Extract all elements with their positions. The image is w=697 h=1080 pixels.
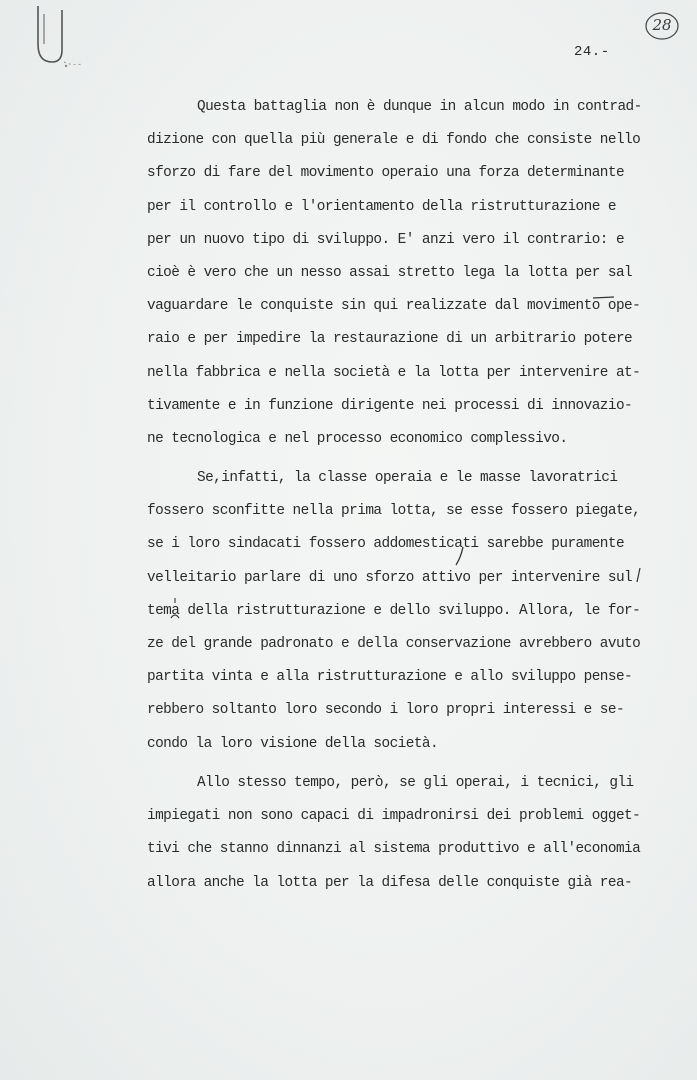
text-line: impiegati non sono capaci di impadronirsi dei problemi ogget- xyxy=(147,808,641,825)
paper-clip-mark xyxy=(30,4,110,74)
text-line: dizione con quella più generale e di fondo che consiste nello xyxy=(147,132,641,149)
text-line: sforzo di fare del movimento operaio una forza determinante xyxy=(147,165,625,182)
text-line: tivi che stanno dinnanzi al sistema produttivo e all'economia xyxy=(147,841,641,858)
text-line: tema della ristrutturazione e dello sviluppo. Allora, le for- xyxy=(147,602,641,619)
text-line: per un nuovo tipo di sviluppo. E' anzi vero il contrario: e xyxy=(147,231,625,248)
text-line: condo la loro visione della società. xyxy=(147,735,439,752)
text-line: vaguardare le conquiste sin qui realizzate dal movimento ope- xyxy=(147,298,641,315)
text-line: cioè è vero che un nesso assai stretto lega la lotta per sal xyxy=(147,264,633,281)
text-line: per il controllo e l'orientamento della ristrutturazione e xyxy=(147,198,616,215)
text-line: nella fabbrica e nella società e la lotta per intervenire at- xyxy=(147,364,641,381)
text-line: raio e per impedire la restaurazione di un arbitrario potere xyxy=(147,331,633,348)
text-line: Questa battaglia non è dunque in alcun modo in contrad- xyxy=(197,99,642,115)
text-line: se i loro sindacati fossero addomesticati sarebbe puramente xyxy=(147,536,625,553)
text-line: fossero sconfitte nella prima lotta, se esse fossero piegate, xyxy=(147,503,641,520)
text-line: ne tecnologica e nel processo economico complessivo. xyxy=(147,430,568,447)
text-line: tivamente e in funzione dirigente nei processi di innovazio- xyxy=(147,397,633,414)
text-line: velleitario parlare di uno sforzo attivo per intervenire sul xyxy=(147,569,633,586)
paragraph-3 xyxy=(147,767,667,900)
paragraph-2 xyxy=(147,462,667,761)
text-line: rebbero soltanto loro secondo i loro propri interessi e se- xyxy=(147,702,625,719)
text-line: allora anche la lotta per la difesa delle conquiste già rea- xyxy=(147,874,633,891)
archive-number-text: 28 xyxy=(652,16,672,34)
archive-page-number xyxy=(643,10,681,42)
paragraph-1 xyxy=(147,91,667,456)
page-number: 24.- xyxy=(574,44,610,60)
text-line: partita vinta e alla ristrutturazione e allo sviluppo pense- xyxy=(147,669,633,686)
text-line: ze del grande padronato e della conservazione avrebbero avuto xyxy=(147,635,641,652)
text-line: Se,infatti, la classe operaia e le masse lavoratrici xyxy=(197,470,618,486)
text-line: Allo stesso tempo, però, se gli operai, i tecnici, gli xyxy=(197,775,634,791)
